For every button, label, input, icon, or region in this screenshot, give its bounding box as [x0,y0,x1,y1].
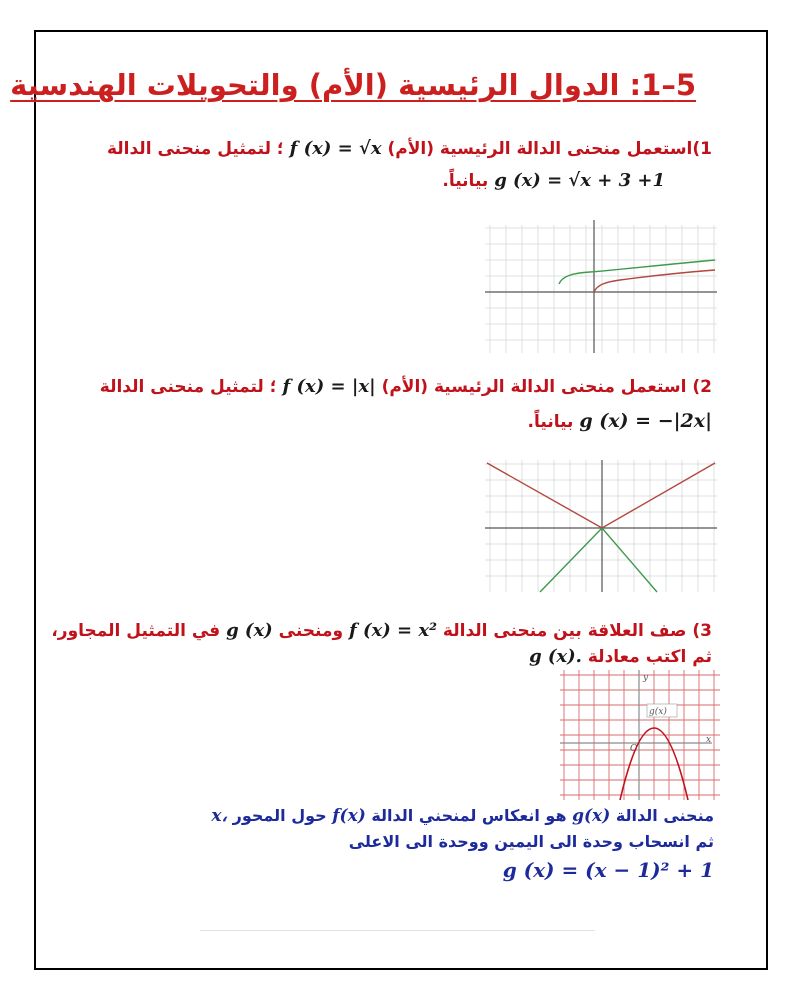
graph-2 [485,458,717,593]
q2-text-after: بيانياً. [527,412,574,432]
answer-line1-end: حول المحور [232,806,327,825]
graph-1-parent-curve [594,270,715,292]
q3-text-mid: ومنحنى [278,621,344,641]
graph-3-y-label: y [643,673,649,683]
q1-line2 [442,170,665,191]
page-title: 5–1: الدوال الرئيسية (الأم) والتحويلات الهندسية [10,68,696,102]
answer-equation-line [503,858,714,882]
q2-number: 2) [692,377,712,397]
answer-line1-f: f(x) [332,806,366,826]
answer-equation: g (x) = (x − 1)² + 1 [502,858,714,882]
footer-divider [200,930,595,931]
q2-line1 [100,376,712,397]
graph-3-curve-label: g(x) [649,707,667,717]
q3-target-function: g (x) [226,620,273,641]
graph-3-x-label: x [706,735,712,745]
graph-3-origin-label: O [630,744,638,754]
answer-line1-mid: هو انعكاس لمنحني الدالة [371,806,567,825]
answer-line1 [211,806,714,826]
q3-parent-function: f (x) = x² [348,620,437,641]
graph-1-grid [485,225,717,353]
q1-text-end: ؛ لتمثيل منحنى الدالة [106,139,284,159]
q2-parent-function: f (x) = |x| [282,376,376,397]
q1-text-start: استعمل منحنى الدالة الرئيسية (الأم) [387,139,693,159]
q3-line2 [529,646,712,667]
graph-1 [485,215,717,355]
q1-line1 [107,138,712,159]
q2-text-start: استعمل منحنى الدالة الرئيسية (الأم) [381,377,687,397]
graph-2-parent-curve [487,463,715,528]
q2-line2 [528,410,712,432]
q3-text-start: صف العلاقة بين منحنى الدالة [442,621,687,641]
q1-text-after: بيانياً. [442,171,489,191]
q2-target-function: g (x) = −|2x| [579,410,712,432]
graph-2-grid [485,460,717,592]
q2-text-end: ؛ لتمثيل منحنى الدالة [99,377,277,397]
q3-line2-function: g (x). [529,646,582,667]
q3-text-end: في التمثيل المجاور، [51,621,221,641]
q3-line1 [51,620,712,641]
answer-line1-g: g(x) [572,806,611,826]
q1-target-function: g (x) = √x + 3 +1 [494,170,665,191]
answer-line1-start: منحنى الدالة [615,806,714,825]
q3-line2-text: ثم اكتب معادلة [587,647,712,667]
q1-number: 1) [692,139,712,159]
q1-parent-function: f (x) = √x [289,138,382,159]
q3-number: 3) [692,621,712,641]
answer-line1-axis: x، [211,806,228,826]
answer-line2: ثم انسحاب وحدة الى اليمين ووحدة الى الاعلى [348,832,714,851]
graph-3-grid [560,670,720,800]
graph-3 [560,668,720,800]
